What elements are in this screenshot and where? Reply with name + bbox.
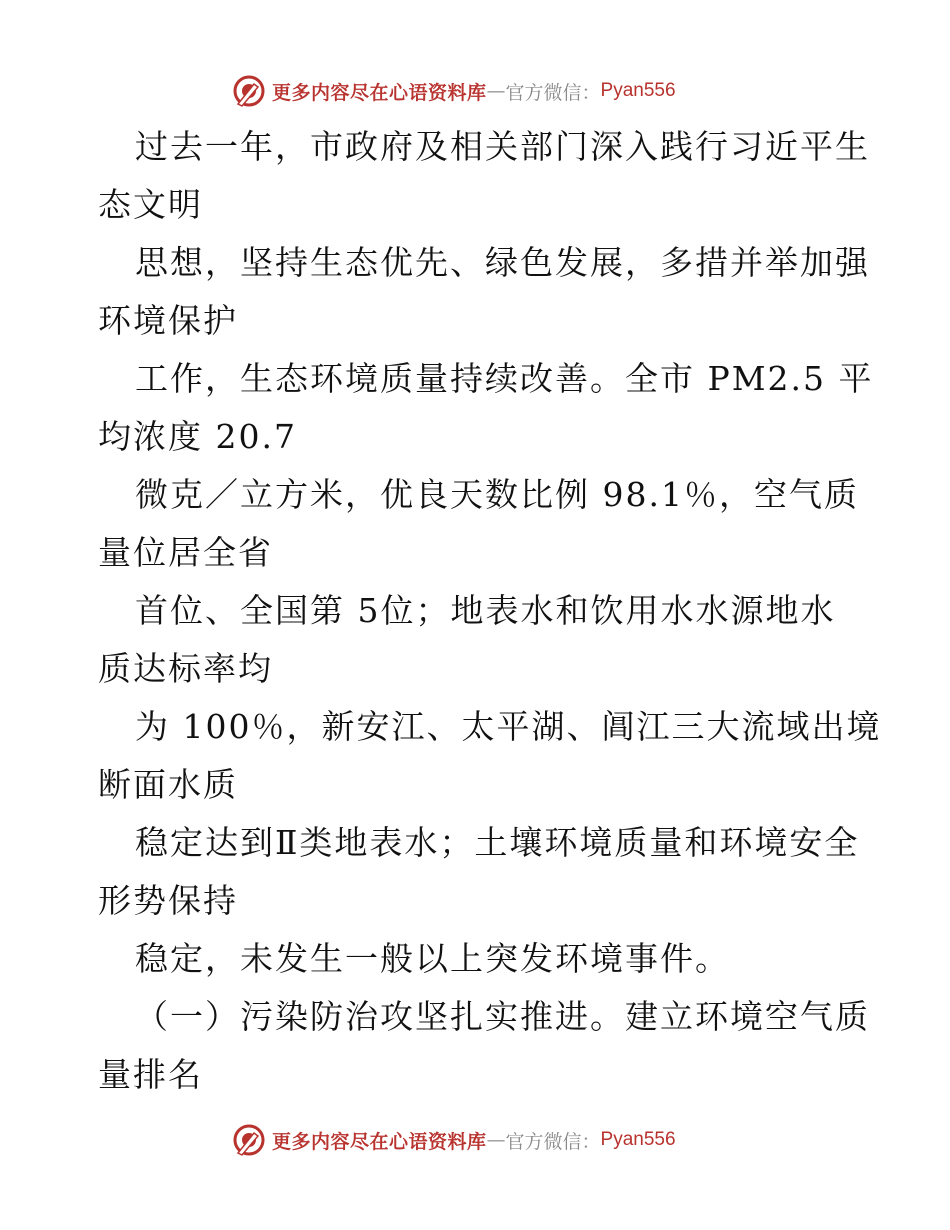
body-line: 环境保护 (98, 301, 238, 340)
pen-seal-logo-icon (232, 74, 266, 108)
header-banner-wechat-id: Pyan556 (600, 80, 676, 101)
body-line: 微克／立方米，优良天数比例 98.1％，空气质 (135, 475, 859, 514)
body-line: 为 100％，新安江、太平湖、阊江三大流域出境 (135, 707, 882, 746)
header-banner (232, 71, 676, 111)
footer-banner-wechat-id: Pyan556 (600, 1129, 676, 1150)
body-line: 质达标率均 (98, 649, 273, 688)
document-body (98, 118, 882, 1104)
body-line: 过去一年，市政府及相关部门深入践行习近平生 (135, 127, 870, 166)
footer-banner (232, 1120, 676, 1160)
body-line: 稳定，未发生一般以上突发环境事件。 (135, 939, 730, 978)
header-banner-text: 更多内容尽在心语资料库 (272, 81, 487, 104)
body-line: （一）污染防治攻坚扎实推进。建立环境空气质 (135, 997, 870, 1036)
body-line: 工作，生态环境质量持续改善。全市 PM2.5 平 (135, 359, 874, 398)
body-line: 形势保持 (98, 881, 238, 920)
footer-banner-separator: — (486, 1129, 506, 1151)
body-line: 稳定达到Ⅱ类地表水；土壤环境质量和环境安全 (135, 823, 860, 862)
body-line: 量排名 (98, 1055, 203, 1094)
footer-banner-wechat-label: 官方微信： (505, 1130, 601, 1153)
body-line: 量位居全省 (98, 533, 273, 572)
body-line: 断面水质 (98, 765, 238, 804)
footer-banner-text: 更多内容尽在心语资料库 (272, 1130, 487, 1153)
body-line: 思想，坚持生态优先、绿色发展，多措并举加强 (135, 243, 870, 282)
body-line: 均浓度 20.7 (98, 417, 297, 456)
body-line: 态文明 (98, 185, 203, 224)
header-banner-wechat-label: 官方微信： (505, 81, 601, 104)
body-line: 首位、全国第 5位；地表水和饮用水水源地水 (135, 591, 836, 630)
pen-seal-logo-icon (232, 1123, 266, 1157)
header-banner-separator: — (486, 80, 506, 102)
